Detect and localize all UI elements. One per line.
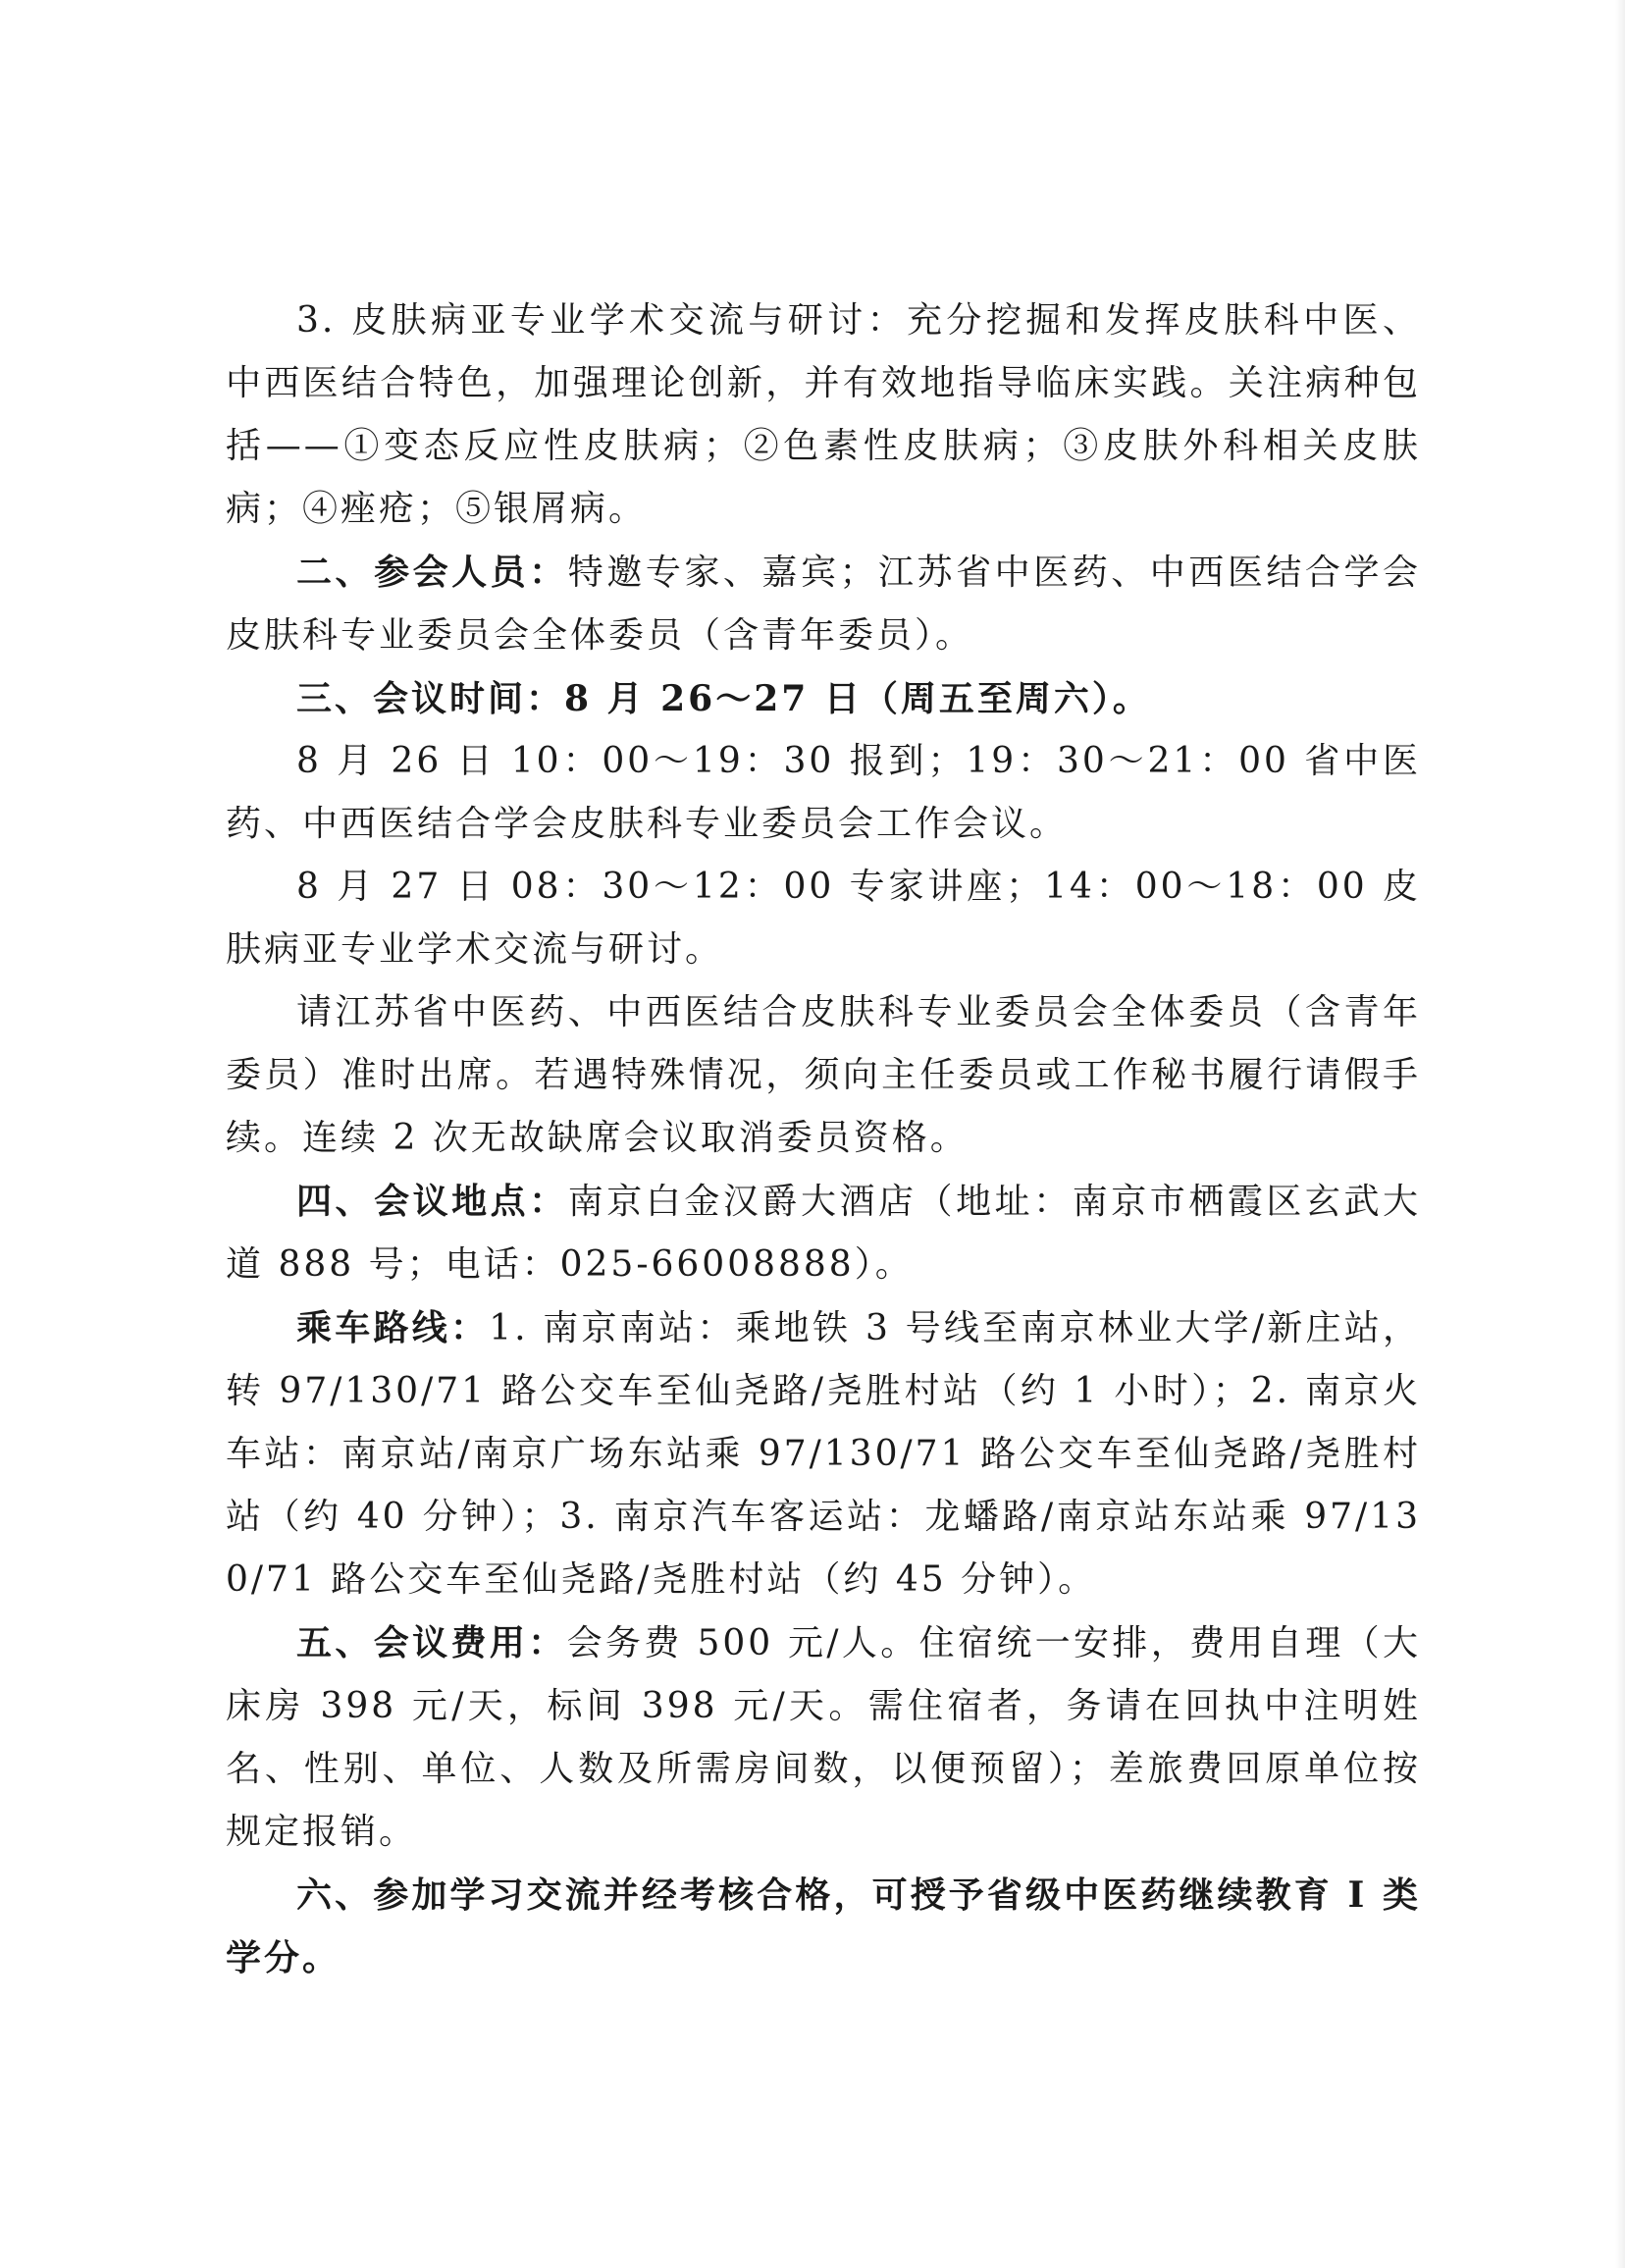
section-heading-venue: 四、会议地点：: [296, 1181, 568, 1222]
document-body: [226, 290, 1421, 1989]
paragraph-attendance-notice: [226, 981, 1421, 1170]
paragraph-text: 会务费 500 元/人。住宿统一安排，费用自理（大床房 398 元/天，标间 398 元/天。需住宿者，务请在回执中注明姓名、性别、单位、人数及所需房间数，以便预留）；差旅费回原单位按规定报销。: [226, 1623, 1421, 1852]
section-heading-attendees: 二、参会人员：: [296, 552, 568, 593]
paragraph-subspecialty-exchange: [226, 290, 1421, 541]
paragraph-schedule-day1: [226, 730, 1421, 856]
section-heading-credits: 六、参加学习交流并经考核合格，可授予省级中医药继续教育 I 类学分。: [226, 1874, 1421, 1978]
paragraph-schedule-day2: [226, 856, 1421, 981]
section-heading-transport: 乘车路线：: [296, 1307, 490, 1348]
paragraph-venue: [226, 1170, 1421, 1296]
paragraph-text: 8 月 26 日 10：00～19：30 报到；19：30～21：00 省中医药、中西医结合学会皮肤科专业委员会工作会议。: [226, 741, 1421, 844]
paragraph-text: 1. 南京南站：乘地铁 3 号线至南京林业大学/新庄站，转 97/130/71 路公交车至仙尧路/尧胜村站（约 1 小时）；2. 南京火车站：南京站/南京广场东站乘 97/130/71 路公交车至仙尧路/尧胜村站（约 40 分钟）；3. 南京汽车客运站：龙蟠路/南京站东站乘 97/130/71 路公交车至仙尧路/尧胜村站（约 45 分钟）。: [226, 1308, 1421, 1600]
paragraph-text: 3. 皮肤病亚专业学术交流与研讨：充分挖掘和发挥皮肤科中医、中西医结合特色，加强理论创新，并有效地指导临床实践。关注病种包括——①变态反应性皮肤病；②色素性皮肤病；③皮肤外科相关皮肤病；④痤疮；⑤银屑病。: [226, 300, 1421, 529]
paragraph-text: 特邀专家、嘉宾；江苏省中医药、中西医结合学会皮肤科专业委员会全体委员（含青年委员）。: [226, 553, 1421, 656]
paragraph-attendees: [226, 541, 1421, 667]
section-heading-meeting-time: 三、会议时间：8 月 26～27 日（周五至周六）。: [296, 678, 1151, 719]
paragraph-transport-routes: [226, 1296, 1421, 1611]
paragraph-text: 8 月 27 日 08：30～12：00 专家讲座；14：00～18：00 皮肤病亚专业学术交流与研讨。: [226, 867, 1421, 970]
section-heading-fees: 五、会议费用：: [296, 1622, 567, 1663]
page-edge-shadow: [1615, 0, 1625, 2268]
paragraph-meeting-time: [226, 667, 1421, 730]
paragraph-fees: [226, 1611, 1421, 1864]
paragraph-text: 请江苏省中医药、中西医结合皮肤科专业委员会全体委员（含青年委员）准时出席。若遇特殊情况，须向主任委员或工作秘书履行请假手续。连续 2 次无故缺席会议取消委员资格。: [226, 992, 1421, 1158]
paragraph-text: 南京白金汉爵大酒店（地址：南京市栖霞区玄武大道 888 号；电话：025-66008888）。: [226, 1182, 1421, 1285]
paragraph-credits: [226, 1864, 1421, 1989]
